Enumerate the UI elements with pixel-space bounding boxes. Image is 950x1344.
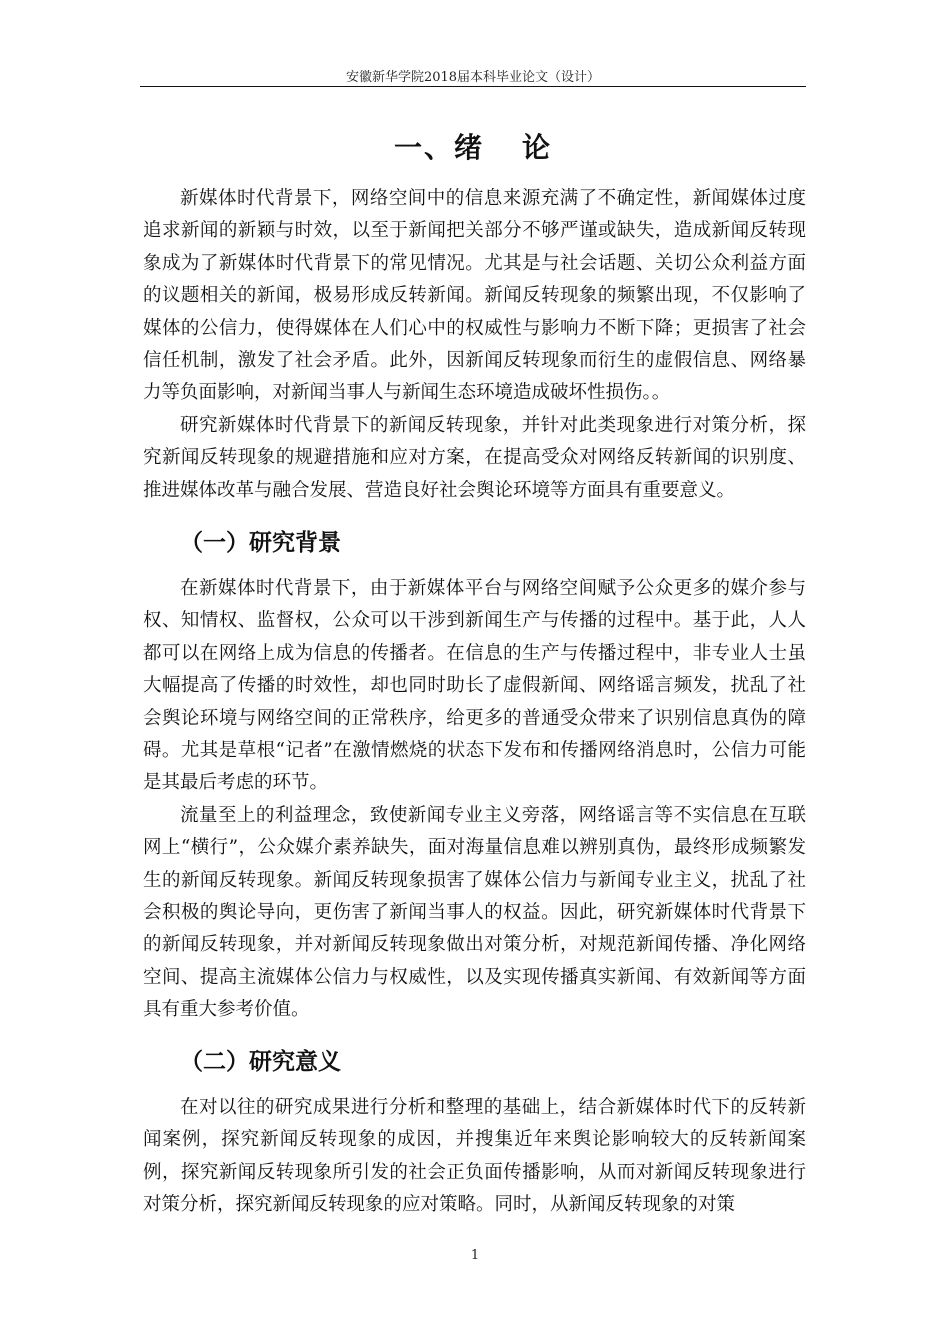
intro-paragraph-1: 新媒体时代背景下，网络空间中的信息来源充满了不确定性，新闻媒体过度追求新闻的新颖与时效，以至于新闻把关部分不够严谨或缺失，造成新闻反转现象成为了新媒体时代背景下的常见情况。尤其是与社会话题、关切公众利益方面的议题相关的新闻，极易形成反转新闻。新闻反转现象的频繁出现，不仅影响了媒体的公信力，使得媒体在人们心中的权威性与影响力不断下降；更损害了社会信任机制，激发了社会矛盾。此外，因新闻反转现象而衍生的虚假信息、网络暴力等负面影响，对新闻当事人与新闻生态环境造成破坏性损伤。。 — [143, 188, 806, 404]
background-paragraph-1: 在新媒体时代背景下，由于新媒体平台与网络空间赋予公众更多的媒介参与权、知情权、监督权，公众可以干涉到新闻生产与传播的过程中。基于此，人人都可以在网络上成为信息的传播者。在信息的生产与传播过程中，非专业人士虽大幅提高了传播的时效性，却也同时助长了虚假新闻、网络谣言频发，扰乱了社会舆论环境与网络空间的正常秩序，给更多的普通受众带来了识别信息真伪的障碍。尤其是草根“记者”在激情燃烧的状态下发布和传播网络消息时，公信力可能是其最后考虑的环节。 — [143, 578, 806, 794]
intro-body — [143, 183, 806, 507]
section-significance-body — [143, 1092, 806, 1222]
section-heading-background: （一）研究背景 — [180, 530, 341, 556]
running-header: 安徽新华学院2018届本科毕业论文（设计） — [345, 70, 601, 85]
section-heading-significance: （二）研究意义 — [180, 1049, 341, 1075]
section-background-body — [143, 573, 806, 1027]
chapter-title-part2: 论 — [522, 131, 553, 164]
chapter-title — [140, 126, 806, 166]
chapter-title-part1: 一、绪 — [393, 131, 484, 164]
significance-paragraph-1: 在对以往的研究成果进行分析和整理的基础上，结合新媒体时代下的反转新闻案例，探究新闻反转现象的成因，并搜集近年来舆论影响较大的反转新闻案例，探究新闻反转现象所引发的社会正负面传播影响，从而对新闻反转现象进行对策分析，探究新闻反转现象的应对策略。同时，从新闻反转现象的对策 — [143, 1097, 806, 1216]
page-number: 1 — [470, 1248, 480, 1263]
header-rule — [140, 86, 806, 87]
background-paragraph-2: 流量至上的利益理念，致使新闻专业主义旁落，网络谣言等不实信息在互联网上“横行”，公众媒介素养缺失，面对海量信息难以辨别真伪，最终形成频繁发生的新闻反转现象。新闻反转现象损害了媒体公信力与新闻专业主义，扰乱了社会积极的舆论导向，更伤害了新闻当事人的权益。因此，研究新媒体时代背景下的新闻反转现象，并对新闻反转现象做出对策分析，对规范新闻传播、净化网络空间、提高主流媒体公信力与权威性，以及实现传播真实新闻、有效新闻等方面具有重大参考价值。 — [143, 804, 806, 1021]
intro-paragraph-2: 研究新媒体时代背景下的新闻反转现象，并针对此类现象进行对策分析，探究新闻反转现象的规避措施和应对方案，在提高受众对网络反转新闻的识别度、推进媒体改革与融合发展、营造良好社会舆论环境等方面具有重要意义。 — [143, 414, 806, 501]
